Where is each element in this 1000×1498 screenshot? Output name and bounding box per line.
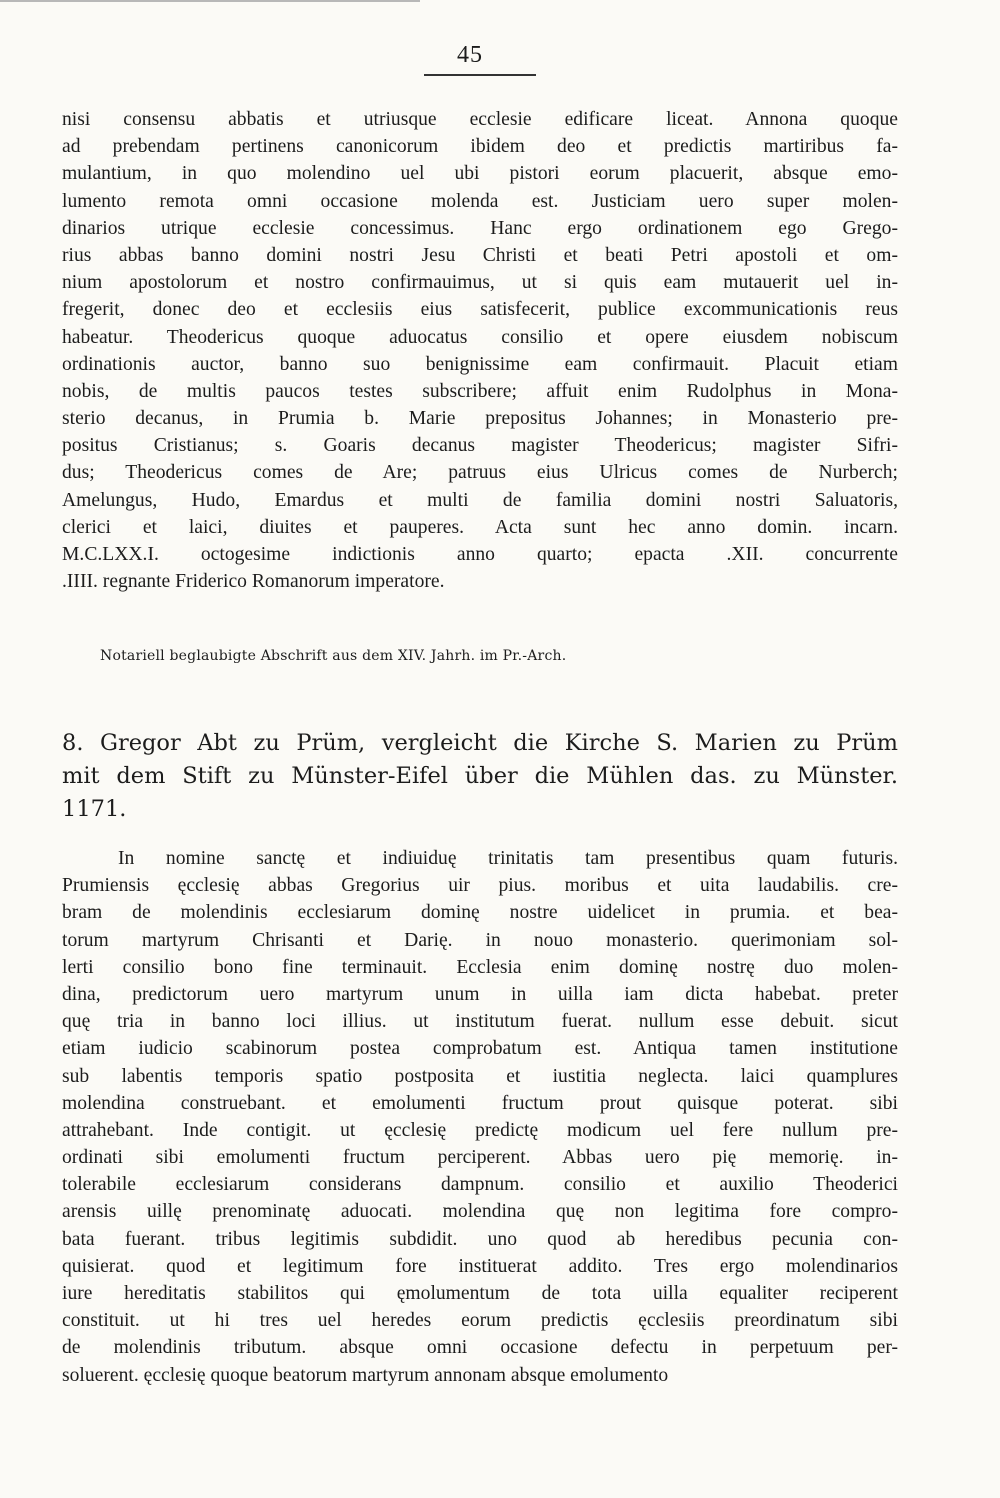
- text-line: tolerabile ecclesiarum considerans dampnum. consilio et auxilio Theoderici: [62, 1174, 898, 1196]
- text-line: bata fuerant. tribus legitimis subdidit. uno quod ab heredibus pecunia con-: [62, 1228, 898, 1250]
- page-number-underline: [424, 74, 536, 76]
- text-line: dus; Theodericus comes de Are; patruus eius Ulricus comes de Nurberch;: [62, 462, 898, 484]
- text-line: positus Cristianus; s. Goaris decanus magister Theodericus; magister Sifri-: [62, 435, 898, 457]
- text-line: quę tria in banno loci illius. ut institutum fuerat. nullum esse debuit. sicut: [62, 1011, 898, 1033]
- text-line: etiam iudicio scabinorum postea comprobatum est. Antiqua tamen institutione: [62, 1038, 898, 1060]
- text-line: torum martyrum Chrisanti et Darię. in nouo monasterio. querimoniam sol-: [62, 929, 898, 951]
- heading-line: mit dem Stift zu Münster-Eifel über die Mühlen das. zu Münster.: [62, 763, 898, 789]
- text-line: attrahebant. Inde contigit. ut ęcclesię predictę modicum uel fere nullum pre-: [62, 1119, 898, 1141]
- source-note: Notariell beglaubigte Abschrift aus dem XIV. Jahrh. im Pr.-Arch.: [100, 648, 567, 664]
- text-line: quisierat. quod et legitimum fore instituerat addito. Tres ergo molendinarios: [62, 1255, 898, 1277]
- text-line: ad prebendam pertinens canonicorum ibidem deo et predictis martiribus fa-: [62, 136, 898, 158]
- text-line: soluerent. ęcclesię quoque beatorum martyrum annonam absque emolumento: [62, 1364, 669, 1386]
- text-line: Prumiensis ęcclesię abbas Gregorius uir pius. moribus et uita laudabilis. cre-: [62, 875, 898, 897]
- text-line: M.C.LXX.I. octogesime indictionis anno quarto; epacta .XII. concurrente: [62, 544, 898, 565]
- heading-line: 1171.: [62, 796, 127, 822]
- page-number: 45: [457, 42, 483, 68]
- text-line: clerici et laici, diuites et pauperes. Acta sunt hec anno domin. incarn.: [62, 516, 898, 538]
- text-line: dinarios utrique ecclesie concessimus. Hanc ergo ordinationem ego Grego-: [62, 217, 898, 239]
- text-line: mulantium, in quo molendino uel ubi pistori eorum placuerit, absque emo-: [62, 163, 898, 185]
- top-scan-rule: [0, 0, 420, 2]
- text-line: habeatur. Theodericus quoque aduocatus consilio et opere eiusdem nobiscum: [62, 326, 898, 348]
- text-line: rius abbas banno domini nostri Jesu Christi et beati Petri apostoli et om-: [62, 244, 898, 266]
- text-line: ordinati sibi emolumenti fructum perciperent. Abbas uero pię memorię. in-: [62, 1147, 898, 1169]
- text-line: iure hereditatis stabilitos qui ęmolumentum de tota uilla equaliter reciperent: [62, 1283, 898, 1304]
- heading-line: 8. Gregor Abt zu Prüm, vergleicht die Kirche S. Marien zu Prüm: [62, 730, 898, 756]
- text-line: lerti consilio bono fine terminauit. Ecclesia enim dominę nostrę duo molen-: [62, 956, 898, 978]
- text-line: fregerit, donec deo et ecclesiis eius satisfecerit, publice excommunicationis reus: [62, 299, 898, 321]
- text-line: de molendinis tributum. absque omni occasione defectu in perpetuum per-: [62, 1337, 898, 1359]
- text-line: sub labentis temporis spatio postposita et iustitia neglecta. laici quamplures: [62, 1065, 898, 1087]
- text-line: molendina construebant. et emolumenti fructum prout quisque poterat. sibi: [62, 1092, 898, 1114]
- paragraph-charter-continuation: [62, 106, 898, 595]
- text-line: nium apostolorum et nostro confirmauimus, ut si quis eam mutauerit uel in-: [62, 272, 898, 294]
- text-line: Amelungus, Hudo, Emardus et multi de familia domini nostri Saluatoris,: [62, 489, 898, 511]
- text-line: In nomine sanctę et indiuiduę trinitatis tam presentibus quam futuris.: [118, 848, 898, 869]
- paragraph-charter-text: [62, 845, 898, 1389]
- text-line: nisi consensu abbatis et utriusque ecclesie edificare liceat. Annona quoque: [62, 109, 898, 130]
- text-line: lumento remota omni occasione molenda est. Justiciam uero super molen-: [62, 190, 898, 212]
- text-line: nobis, de multis paucos testes subscribere; affuit enim Rudolphus in Mona-: [62, 380, 898, 402]
- text-line: dina, predictorum uero martyrum unum in uilla iam dicta habebat. preter: [62, 983, 898, 1005]
- text-line: bram de molendinis ecclesiarum dominę nostre uidelicet in prumia. et bea-: [62, 902, 898, 924]
- text-line: arensis uillę prenominatę aduocati. molendina quę non legitima fore compro-: [62, 1201, 898, 1223]
- document-heading: [62, 727, 898, 826]
- text-line: .IIII. regnante Friderico Romanorum imperatore.: [62, 571, 445, 593]
- text-line: sterio decanus, in Prumia b. Marie prepositus Johannes; in Monasterio pre-: [62, 408, 898, 430]
- text-line: constituit. ut hi tres uel heredes eorum predictis ęcclesiis preordinatum sibi: [62, 1310, 898, 1332]
- text-line: ordinationis auctor, banno suo benignissime eam confirmauit. Placuit etiam: [62, 353, 898, 375]
